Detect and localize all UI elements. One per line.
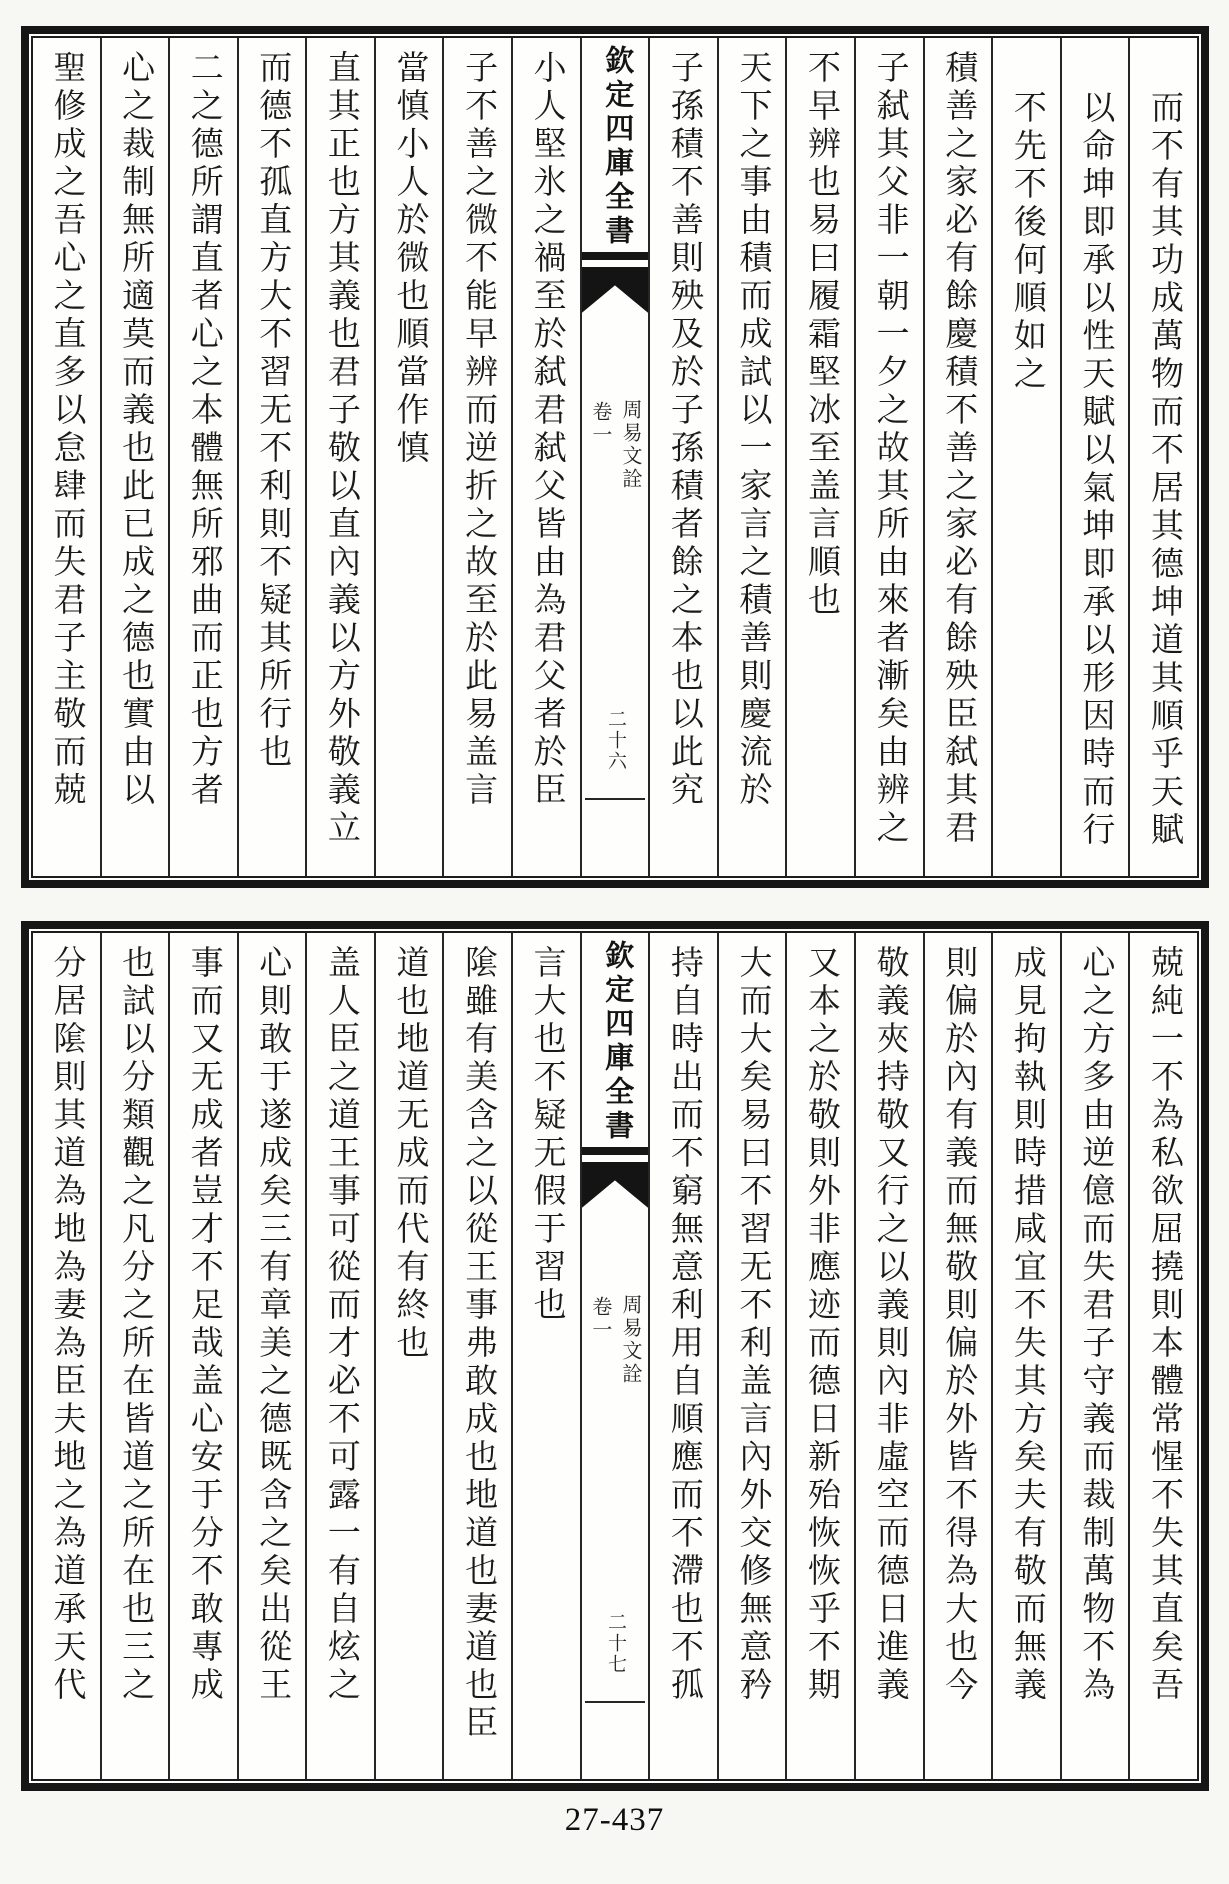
text-column: 言大也不疑无假于習也	[511, 933, 580, 1779]
text-column: 持自時出而不窮無意利用自順應而不滯也不孤	[648, 933, 717, 1779]
text-column: 敬義夾持敬又行之以義則內非虛空而德日進義	[854, 933, 923, 1779]
spacer	[582, 1703, 649, 1779]
book-title: 周易文詮	[619, 1294, 642, 1386]
title-row	[582, 399, 649, 491]
bottom-frame-columns	[31, 931, 1199, 1781]
folio-number: 二十六	[604, 709, 626, 772]
spacer	[582, 1386, 649, 1612]
text-column: 盖人臣之道王事可從而才必不可露一有自炫之	[305, 933, 374, 1779]
page-number: 27-437	[564, 1802, 665, 1838]
text-column: 聖修成之吾心之直多以怠肆而失君子主敬而兢	[48, 50, 85, 810]
book-title: 周易文詮	[619, 399, 642, 491]
text-column: 不早辨也易曰履霜堅冰至盖言順也	[785, 38, 854, 876]
text-column: 二之德所謂直者心之本體無所邪曲而正也方者	[168, 38, 237, 876]
text-column: 當慎小人於微也順當作慎	[374, 38, 443, 876]
text-column: 心則敢于遂成矣三有章美之德既含之矣出從王	[237, 933, 306, 1779]
text-column: 以命坤即承以性天賦以氣坤即承以形因時而行	[1060, 38, 1129, 876]
volume-label: 卷一	[588, 1296, 611, 1342]
center-column	[580, 38, 649, 876]
text-column: 兢純一不為私欲屈撓則本體常惺不失其直矣吾	[1128, 933, 1197, 1779]
text-column: 隂雖有美含之以從王事弗敢成也地道也妻道也臣	[442, 933, 511, 1779]
text-column: 也試以分類觀之凡分之所在皆道之所在也三之	[100, 933, 169, 1779]
fishtail-ornament-icon	[582, 267, 649, 313]
top-frame-columns	[31, 36, 1199, 878]
text-column: 而德不孤直方大不習无不利則不疑其所行也	[237, 38, 306, 876]
text-column: 積善之家必有餘慶積不善之家必有餘殃臣弑其君	[923, 38, 992, 876]
spacer	[582, 491, 649, 709]
text-column: 心之裁制無所適莫而義也此已成之德也實由以	[100, 38, 169, 876]
fishtail-ornament-icon	[582, 1162, 649, 1208]
text-column: 又本之於敬則外非應迹而德日新殆恢恢乎不期	[785, 933, 854, 1779]
text-column: 天下之事由積而成試以一家言之積善則慶流於	[717, 38, 786, 876]
volume-label: 卷一	[588, 401, 611, 447]
collection-header: 欽定四庫全書	[582, 38, 649, 260]
text-column: 不先不後何順如之	[991, 38, 1060, 876]
text-column: 則偏於內有義而無敬則偏於外皆不得為大也今	[923, 933, 992, 1779]
text-column: 而不有其功成萬物而不居其德坤道其順乎天賦	[1128, 38, 1197, 876]
text-column: 事而又无成者豈才不足哉盖心安于分不敢專成	[168, 933, 237, 1779]
text-column: 子弑其父非一朝一夕之故其所由來者漸矣由辨之	[854, 38, 923, 876]
spacer	[582, 800, 649, 876]
text-column: 子孫積不善則殃及於子孫積者餘之本也以此究	[648, 38, 717, 876]
center-column	[580, 933, 649, 1779]
collection-header: 欽定四庫全書	[582, 933, 649, 1155]
text-column: 子不善之微不能早辨而逆折之故至於此易盖言	[442, 38, 511, 876]
text-column: 大而大矣易曰不習无不利盖言內外交修無意矜	[717, 933, 786, 1779]
text-column: 分居隂則其道為地為妻為臣夫地之為道承天代	[48, 945, 85, 1705]
text-column: 心之方多由逆億而失君子守義而裁制萬物不為	[1060, 933, 1129, 1779]
title-row	[582, 1294, 649, 1386]
text-column: 道也地道无成而代有終也	[374, 933, 443, 1779]
top-page-frame	[21, 26, 1209, 888]
text-column: 小人堅氷之禍至於弑君弑父皆由為君父者於臣	[511, 38, 580, 876]
folio-number: 二十七	[604, 1612, 626, 1675]
bottom-page-frame	[21, 921, 1209, 1791]
text-column: 直其正也方其義也君子敬以直內義以方外敬義立	[305, 38, 374, 876]
text-column: 成見拘執則時措咸宜不失其方矣夫有敬而無義	[991, 933, 1060, 1779]
